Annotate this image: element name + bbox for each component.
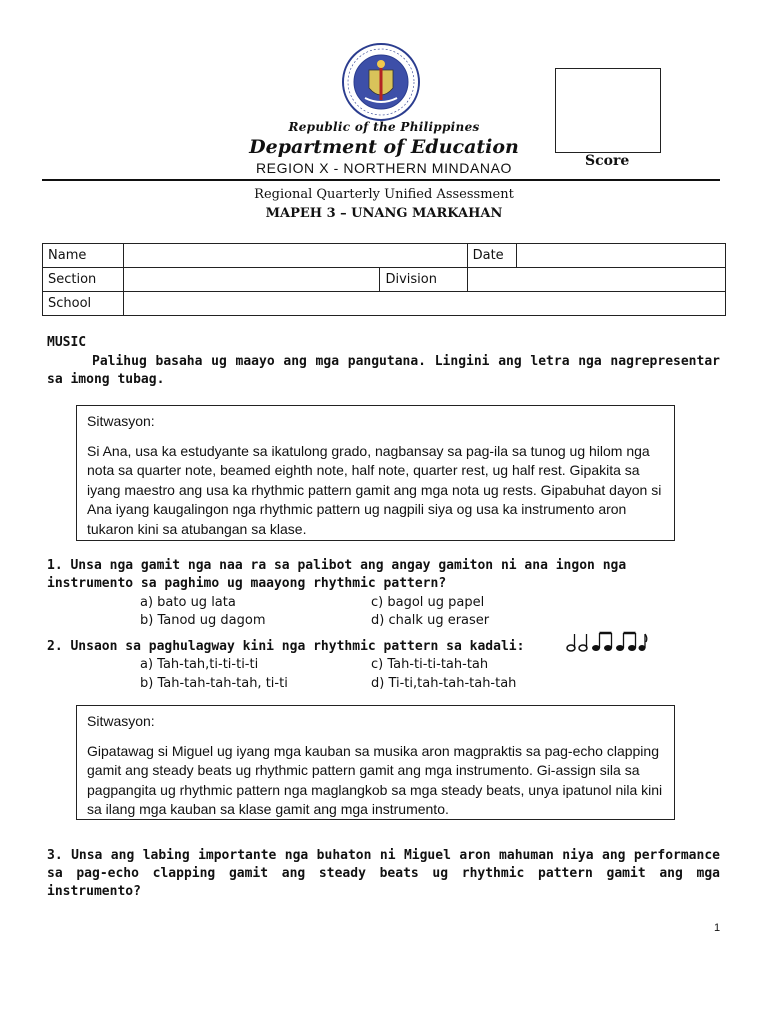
name-label: Name bbox=[43, 244, 124, 268]
school-field[interactable] bbox=[124, 292, 726, 316]
department-heading: Department of Education bbox=[249, 136, 519, 158]
q2-option-b[interactable]: b) Tah-tah-tah-tah, ti-ti bbox=[140, 676, 288, 691]
rhythm-notes-icon bbox=[566, 630, 648, 654]
section-label: Section bbox=[43, 268, 124, 292]
situation-text-2: Gipatawag si Miguel ug iyang mga kauban sa musika aron magpraktis sa pag-echo clapping gamit ang steady beats ug rhythmic pattern gamit ang mga instrumento. Gi-assign sila sa pagpangita ug rhythmic pattern nga maglangkob sa mga steady beats, unya ipatunol nila kini sa ilang mga kauban sa klase gamit ang mga instrumento. bbox=[87, 742, 663, 817]
q2-option-d[interactable]: d) Ti-ti,tah-tah-tah-tah bbox=[371, 676, 517, 691]
page-number: 1 bbox=[714, 922, 721, 934]
region-heading: REGION X - NORTHERN MINDANAO bbox=[255, 160, 513, 176]
question-3: 3. Unsa ang labing importante nga buhaton ni Miguel aron mahuman niya ang performance sa pag-echo clapping gamit ang steady beats ug rhythmic pattern gamit ang mga instrumento? bbox=[47, 848, 720, 899]
q2-option-a[interactable]: a) Tah-tah,ti-ti-ti-ti bbox=[140, 657, 259, 672]
date-label: Date bbox=[467, 244, 516, 268]
question-2: 2. Unsaon sa paghulagway kini nga rhythmic pattern sa kadali: bbox=[47, 639, 525, 654]
deped-seal-logo bbox=[335, 42, 427, 122]
situation-box-2 bbox=[76, 705, 675, 820]
situation-text-1: Si Ana, usa ka estudyante sa ikatulong grado, nagbansay sa pag-ila sa tunog ug hilom nga nota sa quarter note, beamed eighth note, half note, quarter rest, ug half rest. Gipakita sa iyang maestro ang usa ka rhythmic pattern gamit ang mga nota ug rests. Gipabuhat dayon si Ana iyang kaugalingon nga rhythmic pattern ug nagpili siya og usa ka instrumento aron tukaron kini sa atubangan sa klase. bbox=[87, 442, 662, 537]
q2-option-c[interactable]: c) Tah-ti-ti-tah-tah bbox=[371, 657, 489, 672]
section-field[interactable] bbox=[124, 268, 380, 292]
situation-title-1: Sitwasyon: bbox=[87, 413, 155, 429]
division-label: Division bbox=[380, 268, 467, 292]
q1-option-b[interactable]: b) Tanod ug dagom bbox=[140, 613, 266, 628]
assessment-title: Regional Quarterly Unified Assessment bbox=[254, 187, 514, 202]
q1-option-c[interactable]: c) bagol ug papel bbox=[371, 595, 485, 610]
division-field[interactable] bbox=[467, 268, 725, 292]
q1-option-d[interactable]: d) chalk ug eraser bbox=[371, 613, 490, 628]
music-heading: MUSIC bbox=[47, 335, 87, 350]
score-label: Score bbox=[585, 153, 630, 169]
subject-title: MAPEH 3 – UNANG MARKAHAN bbox=[265, 206, 503, 221]
situation-box-1 bbox=[76, 405, 675, 541]
date-field[interactable] bbox=[516, 244, 725, 268]
instructions: Palihug basaha ug maayo ang mga pangutana. Lingini ang letra nga nagrepresentar sa imong tubag. bbox=[47, 354, 720, 387]
question-1: 1. Unsa nga gamit nga naa ra sa palibot ang angay gamiton ni ana ingon nga instrumento sa paghimo ug maayong rhythmic pattern? bbox=[47, 558, 627, 591]
q1-option-a[interactable]: a) bato ug lata bbox=[140, 595, 236, 610]
situation-title-2: Sitwasyon: bbox=[87, 713, 155, 729]
header-divider bbox=[42, 179, 720, 181]
school-label: School bbox=[43, 292, 124, 316]
republic-heading: Republic of the Philippines bbox=[288, 120, 480, 134]
student-info-table bbox=[42, 243, 726, 316]
name-field[interactable] bbox=[124, 244, 468, 268]
